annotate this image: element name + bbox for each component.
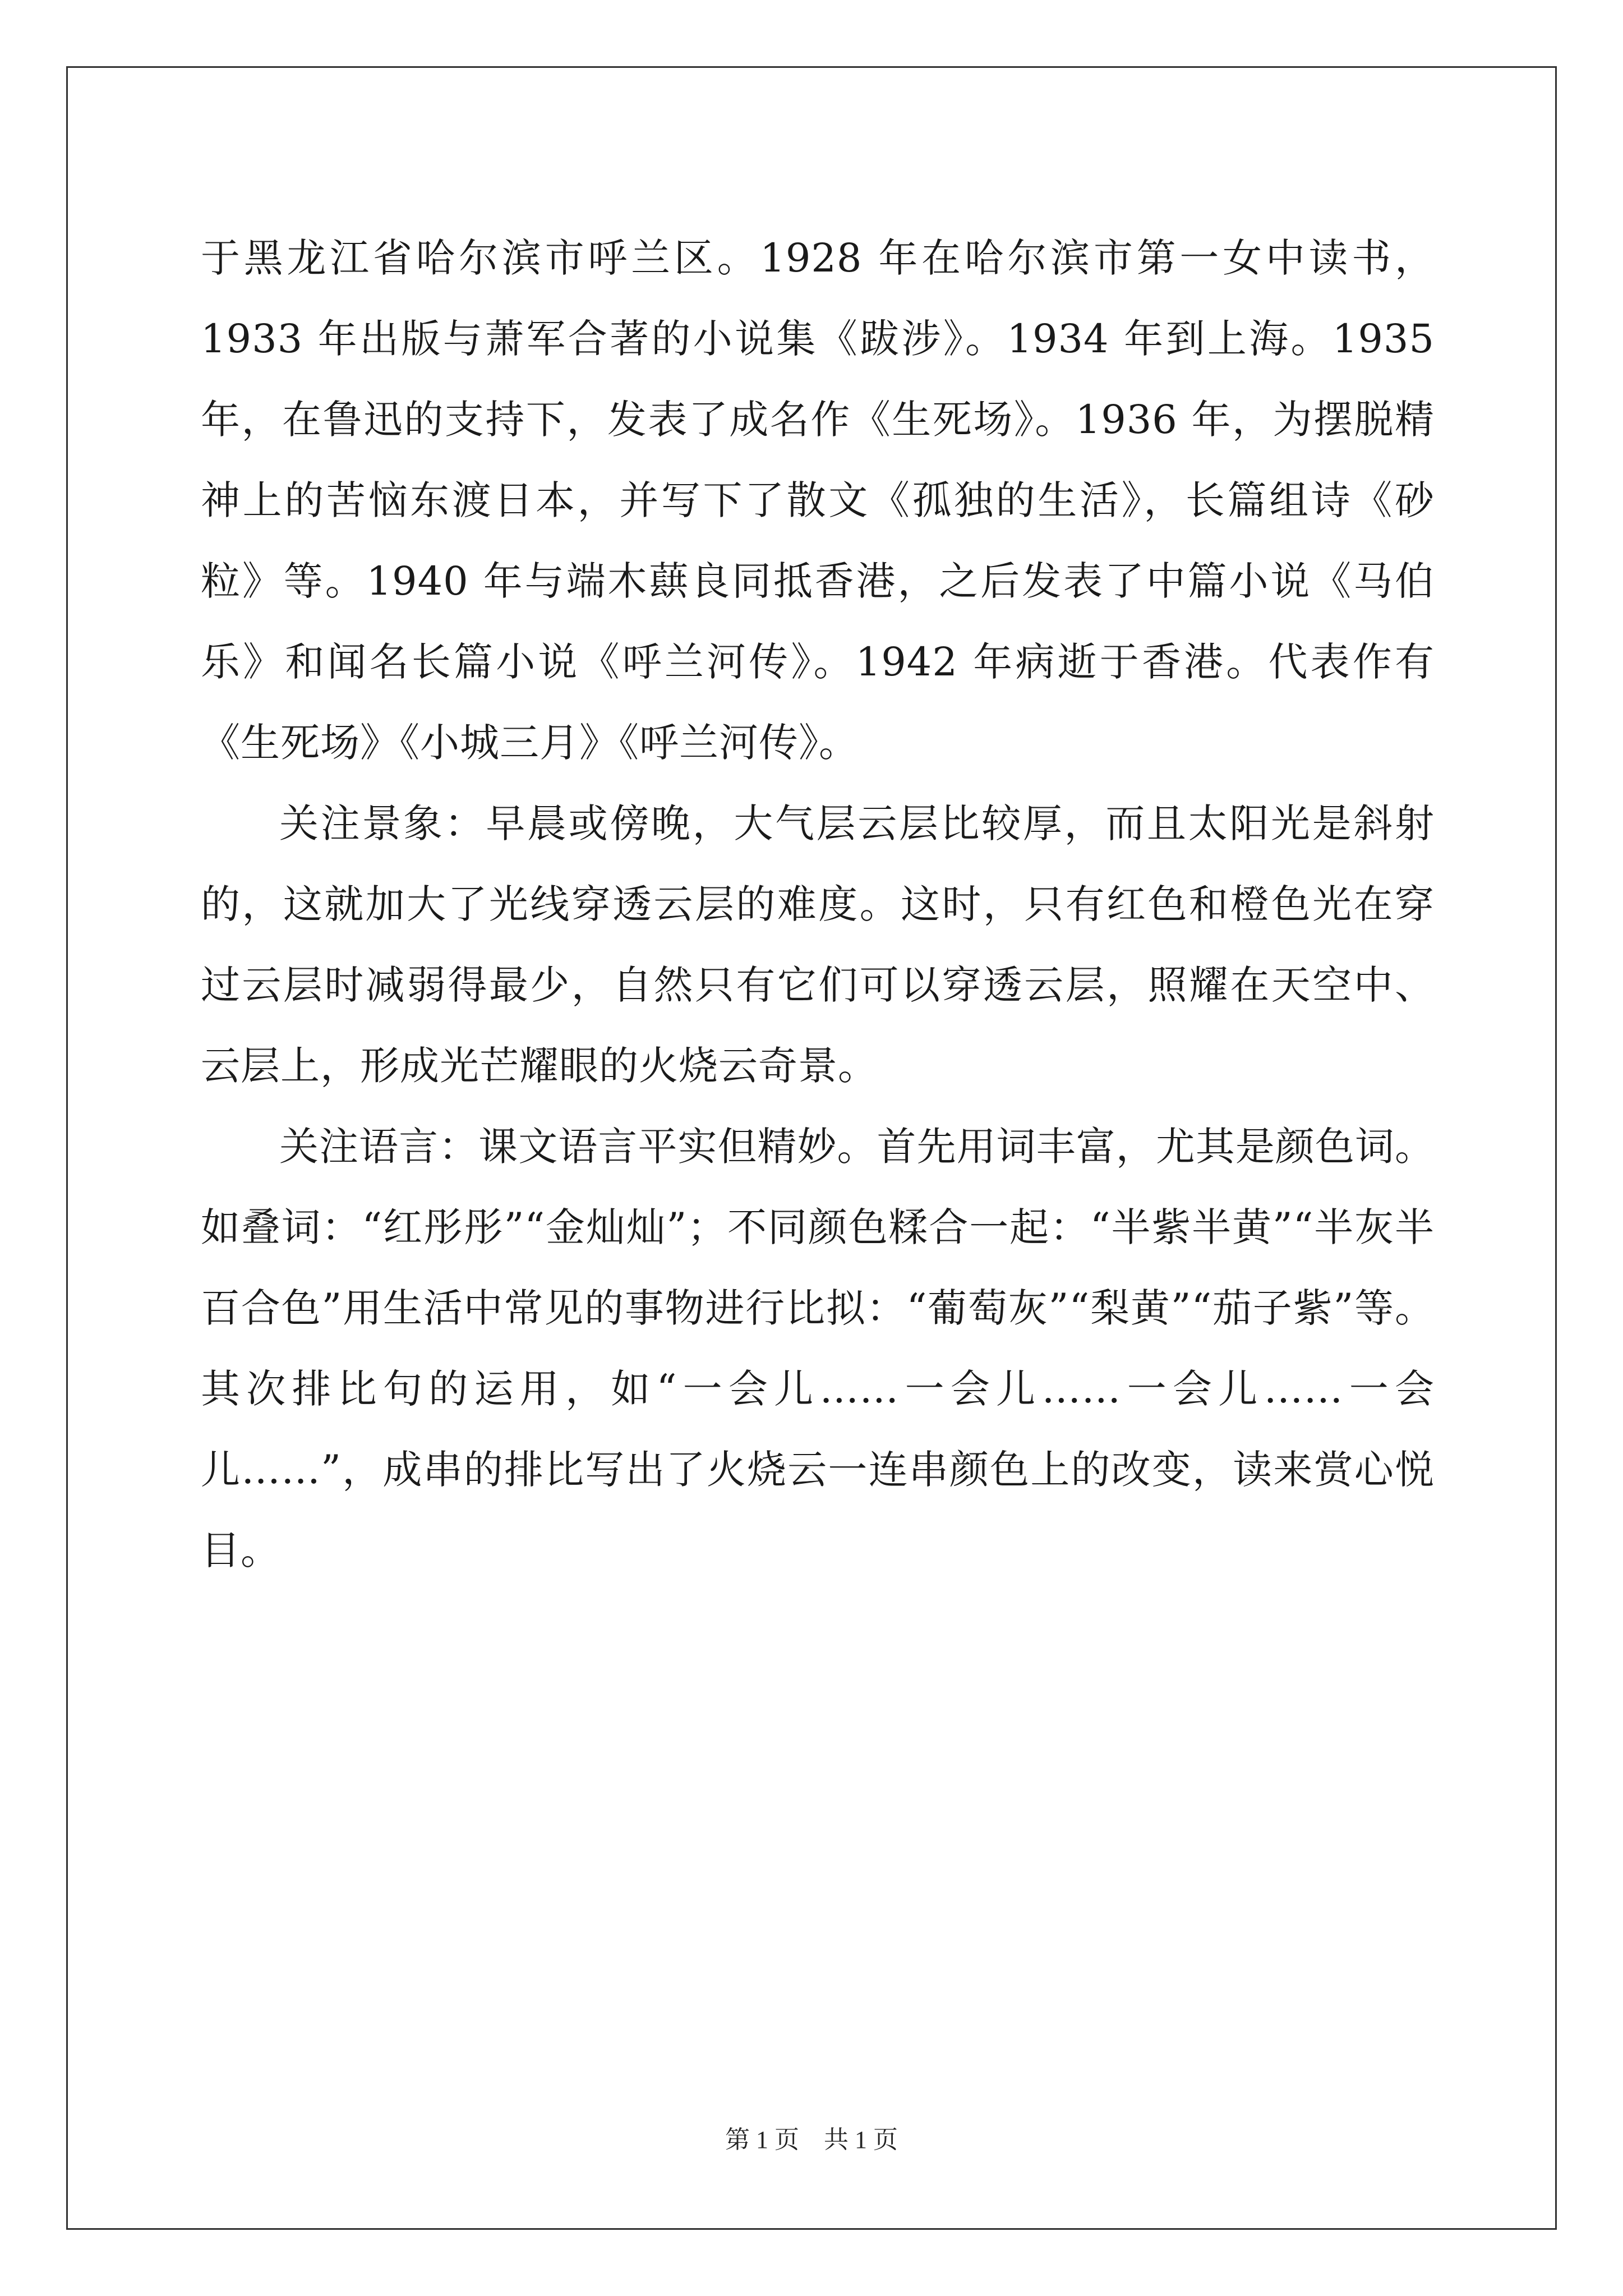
page-number-footer: 第 1 页 共 1 页: [725, 2126, 898, 2154]
paragraph-scenery: 关注景象：早晨或傍晚，大气层云层比较厚，而且太阳光是斜射的，这就加大了光线穿透云层的难度。这时，只有红色和橙色光在穿过云层时减弱得最少，自然只有它们可以穿透云层，照耀在天空中、云层上，形成光芒耀眼的火烧云奇景。: [201, 800, 1435, 1089]
paragraph-biography: 于黑龙江省哈尔滨市呼兰区。1928 年在哈尔滨市第一女中读书，1933 年出版与萧军合著的小说集《跋涉》。1934 年到上海。1935 年，在鲁迅的支持下，发表了成名作《生死场》。1936 年，为摆脱精神上的苦恼东渡日本，并写下了散文《孤独的生活》，长篇组诗《砂粒》等。1940 年与端木蕻良同抵香港，之后发表了中篇小说《马伯乐》和闻名长篇小说《呼兰河传》。1942 年病逝于香港。代表作有《生死场》《小城三月》《呼兰河传》。: [201, 235, 1435, 766]
paragraph-language: 关注语言：课文语言平实但精妙。首先用词丰富，尤其是颜色词。如叠词：“红彤彤”“金灿灿”；不同颜色糅合一起：“半紫半黄”“半灰半百合色”用生活中常见的事物进行比拟：“葡萄灰”“梨黄”“茄子紫”等。其次排比句的运用，如“一会儿……一会儿……一会儿……一会儿……”，成串的排比写出了火烧云一连串颜色上的改变，读来赏心悦目。: [201, 1124, 1435, 1573]
document-body: [201, 218, 1435, 1591]
